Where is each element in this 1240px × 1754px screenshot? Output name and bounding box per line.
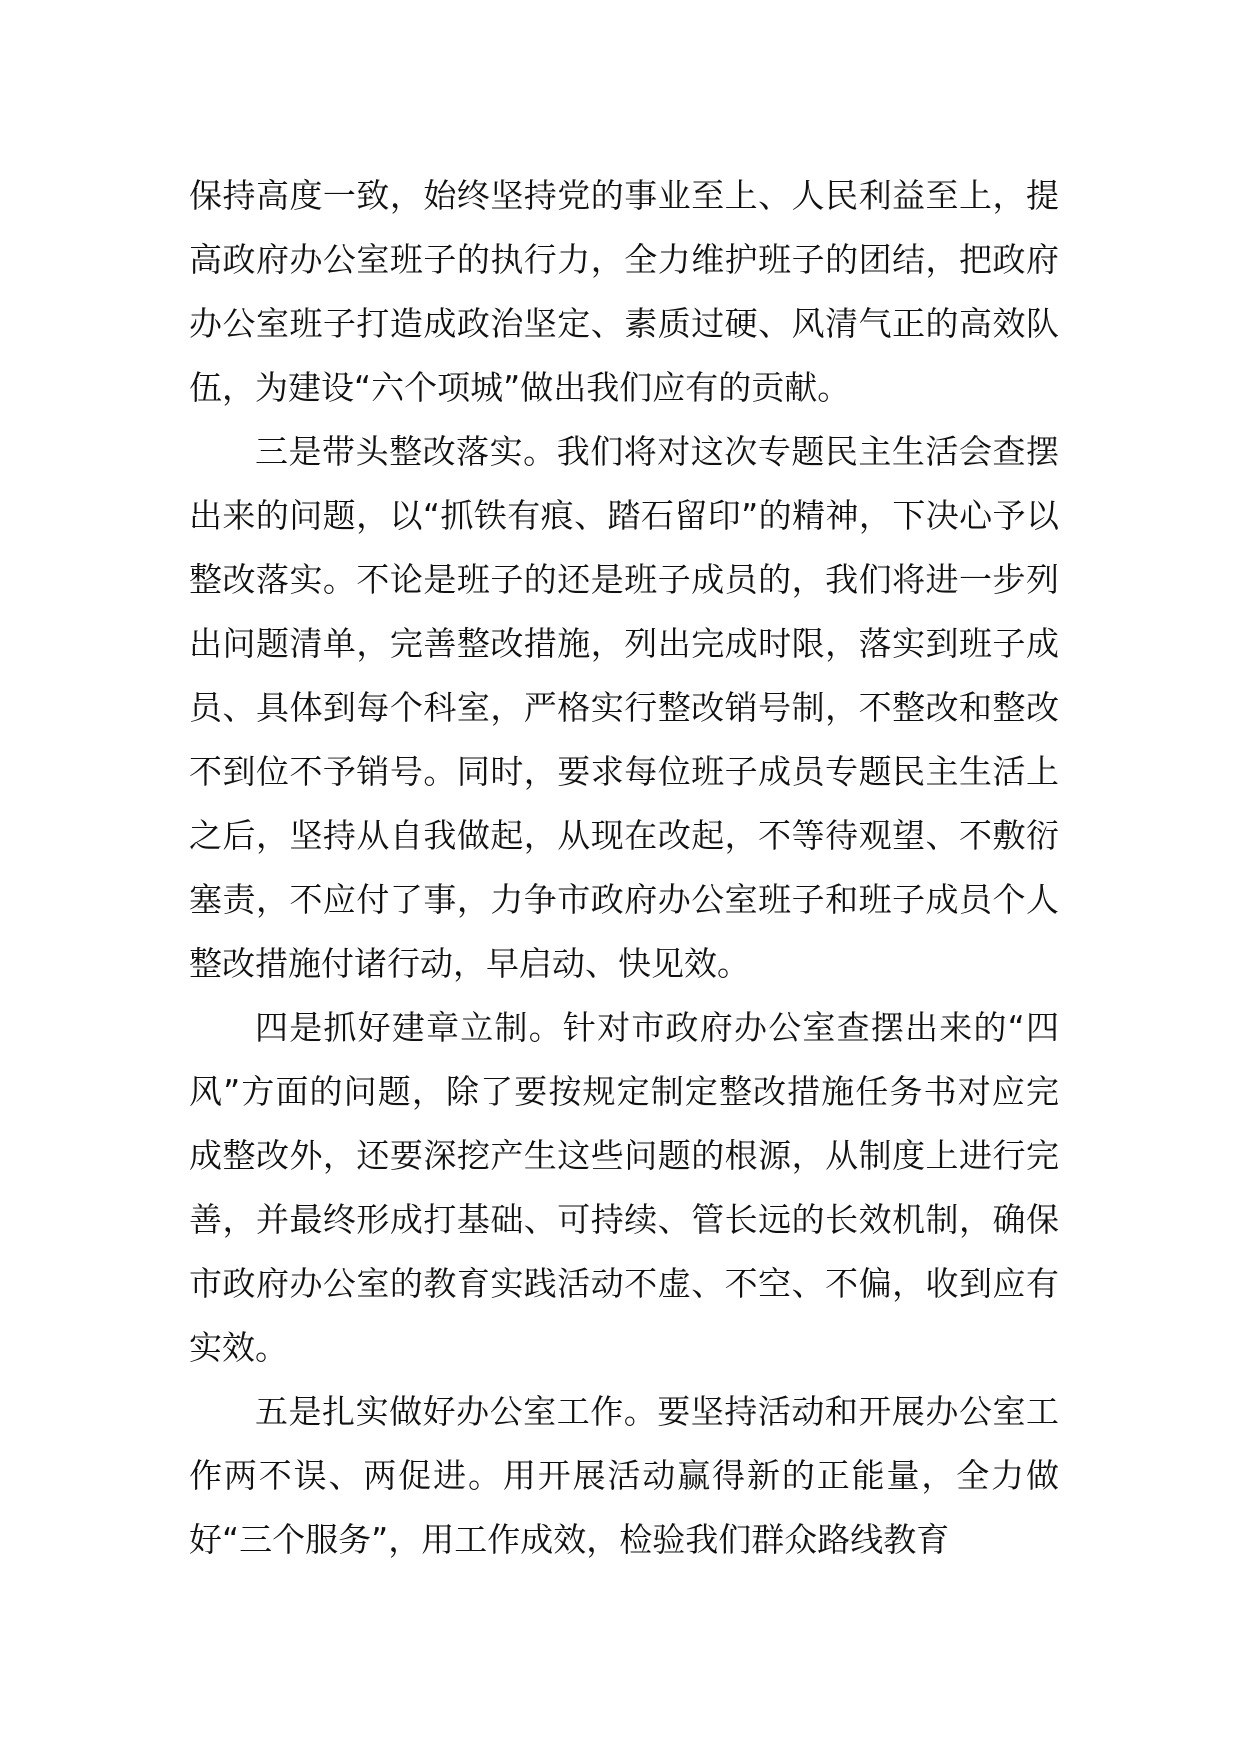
paragraph-continuation: 保持高度一致，始终坚持党的事业至上、人民利益至上，提高政府办公室班子的执行力，全力维护班子的团结，把政府办公室班子打造成政治坚定、素质过硬、风清气正的高效队伍，为建设“六个项城”做出我们应有的贡献。 <box>189 176 1059 407</box>
paragraph-institution-building: 四是抓好建章立制。针对市政府办公室查摆出来的“四风”方面的问题，除了要按规定制定整改措施任务书对应完成整改外，还要深挖产生这些问题的根源，从制度上进行完善，并最终形成打基础、可持续、管长远的长效机制，确保市政府办公室的教育实践活动不虚、不空、不偏，收到应有实效。 <box>189 1008 1059 1367</box>
paragraph-rectification: 三是带头整改落实。我们将对这次专题民主生活会查摆出来的问题，以“抓铁有痕、踏石留印”的精神，下决心予以整改落实。不论是班子的还是班子成员的，我们将进一步列出问题清单，完善整改措施，列出完成时限，落实到班子成员、具体到每个科室，严格实行整改销号制，不整改和整改不到位不予销号。同时，要求每位班子成员专题民主生活上之后，坚持从自我做起，从现在改起，不等待观望、不敷衍塞责，不应付了事，力争市政府办公室班子和班子成员个人整改措施付诸行动，早启动、快见效。 <box>189 432 1059 983</box>
document-body <box>189 164 1059 1572</box>
paragraph-office-work: 五是扎实做好办公室工作。要坚持活动和开展办公室工作两不误、两促进。用开展活动赢得新的正能量，全力做好“三个服务”，用工作成效，检验我们群众路线教育 <box>189 1392 1059 1559</box>
